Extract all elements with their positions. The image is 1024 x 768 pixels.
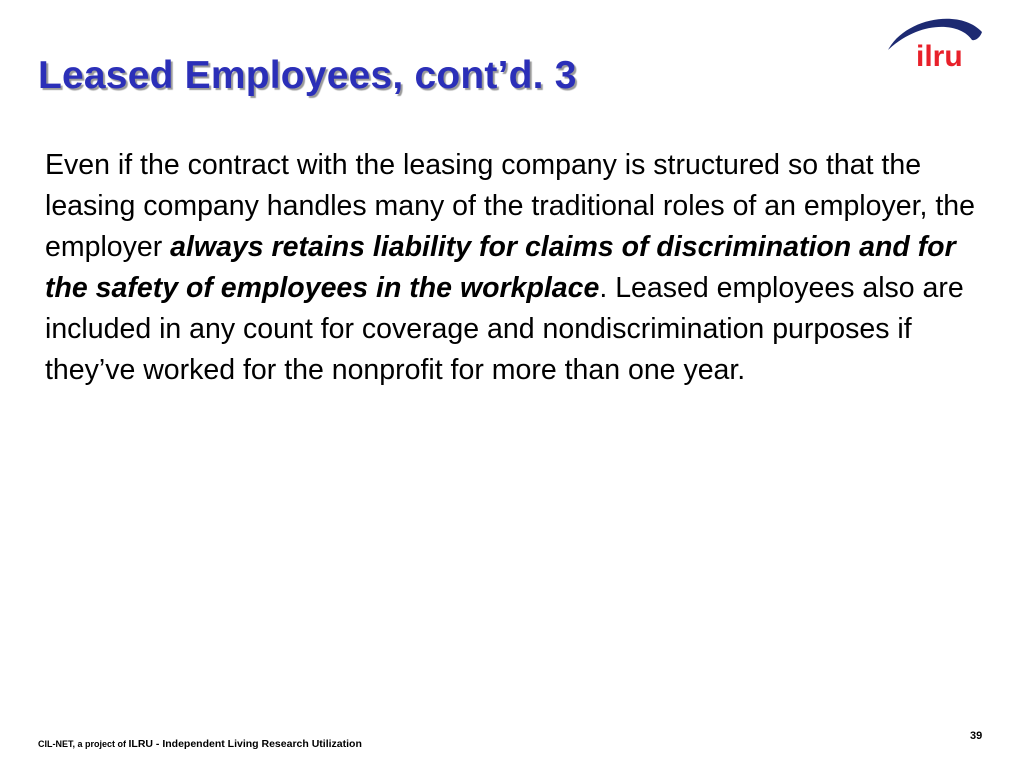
footer-prefix: CIL-NET, a project of — [38, 739, 129, 749]
slide-title: Leased Employees, cont’d. 3 — [38, 54, 577, 97]
logo-text: ilru — [916, 40, 963, 73]
body-paragraph — [45, 145, 995, 391]
footer — [38, 734, 362, 752]
body-text-part2: . Leased employees also are included in any count for coverage and nondiscrimination purposes if they’ve worked for the nonprofit for more than one year. — [45, 272, 964, 386]
page-number: 39 — [970, 730, 983, 742]
body-emphasis: always retains liability for claims of discrimination and for the safety of employees in the workplace — [45, 231, 956, 304]
ilru-logo — [880, 10, 990, 76]
footer-org: ILRU - Independent Living Research Utilization — [128, 738, 362, 750]
body-text-part1: Even if the contract with the leasing company is structured so that the leasing company handles many of the traditional roles of an employer, the employer — [45, 149, 975, 263]
